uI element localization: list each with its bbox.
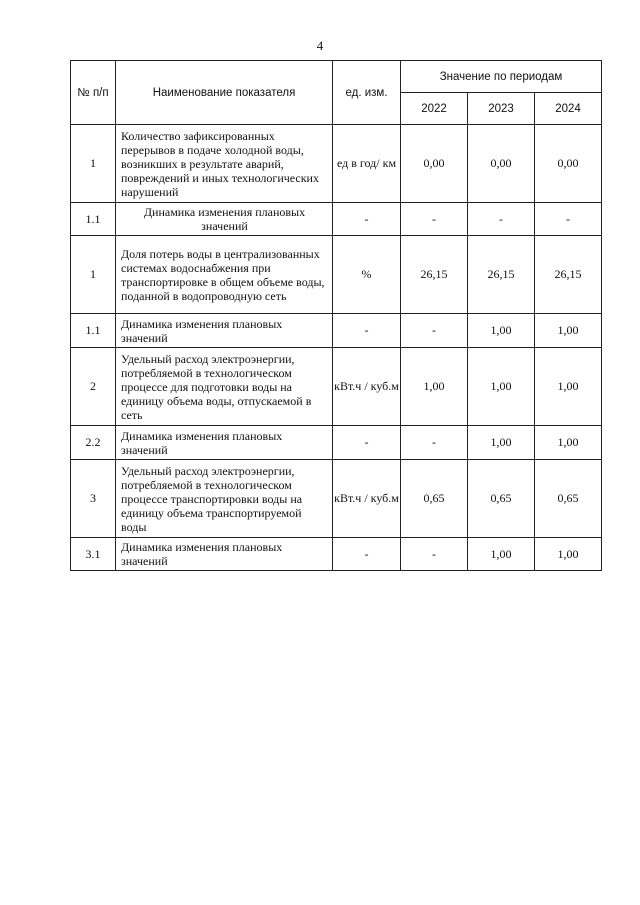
- row-value-2022: -: [401, 538, 468, 571]
- table-row: [71, 125, 602, 203]
- table-row: [71, 460, 602, 538]
- table-row: [71, 538, 602, 571]
- table-row: [71, 314, 602, 348]
- row-value-2023: 0,00: [468, 125, 535, 203]
- header-unit: ед. изм.: [333, 61, 401, 125]
- table-row: [71, 236, 602, 314]
- row-value-2023: 1,00: [468, 314, 535, 348]
- row-value-2024: -: [535, 203, 602, 236]
- row-value-2023: 1,00: [468, 426, 535, 460]
- row-name: Динамика изменения плановых значений: [116, 426, 333, 460]
- row-name: Динамика изменения плановых значений: [116, 203, 333, 236]
- row-value-2022: -: [401, 314, 468, 348]
- row-name: Удельный расход электроэнергии, потребляемой в технологическом процессе для подготовки воды на единицу объема воды, отпускаемой в сеть: [116, 348, 333, 426]
- header-year-2024: 2024: [535, 93, 602, 125]
- row-value-2022: -: [401, 426, 468, 460]
- row-value-2024: 0,65: [535, 460, 602, 538]
- row-value-2024: 1,00: [535, 426, 602, 460]
- header-year-2022: 2022: [401, 93, 468, 125]
- row-no: 1: [71, 125, 116, 203]
- row-unit: ед в год/ км: [333, 125, 401, 203]
- row-name: Количество зафиксированных перерывов в подаче холодной воды, возникших в результате аварий, повреждений и иных технологических нарушений: [116, 125, 333, 203]
- header-no: № п/п: [71, 61, 116, 125]
- table-row: [71, 203, 602, 236]
- row-no: 3: [71, 460, 116, 538]
- row-unit: кВт.ч / куб.м: [333, 460, 401, 538]
- row-value-2023: -: [468, 203, 535, 236]
- row-value-2024: 1,00: [535, 314, 602, 348]
- header-year-2023: 2023: [468, 93, 535, 125]
- row-no: 2.2: [71, 426, 116, 460]
- row-unit: %: [333, 236, 401, 314]
- header-name: Наименование показателя: [116, 61, 333, 125]
- row-value-2024: 0,00: [535, 125, 602, 203]
- page-number: 4: [316, 38, 324, 53]
- row-no: 3.1: [71, 538, 116, 571]
- table-row: [71, 426, 602, 460]
- row-value-2023: 1,00: [468, 348, 535, 426]
- row-unit: -: [333, 203, 401, 236]
- row-no: 2: [71, 348, 116, 426]
- row-unit: -: [333, 426, 401, 460]
- row-value-2022: 1,00: [401, 348, 468, 426]
- row-no: 1.1: [71, 314, 116, 348]
- row-value-2023: 26,15: [468, 236, 535, 314]
- indicators-table: [70, 60, 602, 571]
- table-row: [71, 348, 602, 426]
- header-period-group: Значение по периодам: [401, 61, 602, 93]
- row-name: Доля потерь воды в централизованных системах водоснабжения при транспортировке в общем объеме воды, поданной в водопроводную сеть: [116, 236, 333, 314]
- row-name: Удельный расход электроэнергии, потребляемой в технологическом процессе транспортировки воды на единицу объема транспортируемой воды: [116, 460, 333, 538]
- row-value-2024: 1,00: [535, 348, 602, 426]
- row-name: Динамика изменения плановых значений: [116, 314, 333, 348]
- row-no: 1: [71, 236, 116, 314]
- row-value-2024: 26,15: [535, 236, 602, 314]
- row-value-2022: 26,15: [401, 236, 468, 314]
- row-value-2022: -: [401, 203, 468, 236]
- row-value-2023: 0,65: [468, 460, 535, 538]
- row-unit: -: [333, 538, 401, 571]
- row-value-2022: 0,00: [401, 125, 468, 203]
- row-unit: кВт.ч / куб.м: [333, 348, 401, 426]
- row-unit: -: [333, 314, 401, 348]
- row-name: Динамика изменения плановых значений: [116, 538, 333, 571]
- row-no: 1.1: [71, 203, 116, 236]
- row-value-2023: 1,00: [468, 538, 535, 571]
- row-value-2024: 1,00: [535, 538, 602, 571]
- row-value-2022: 0,65: [401, 460, 468, 538]
